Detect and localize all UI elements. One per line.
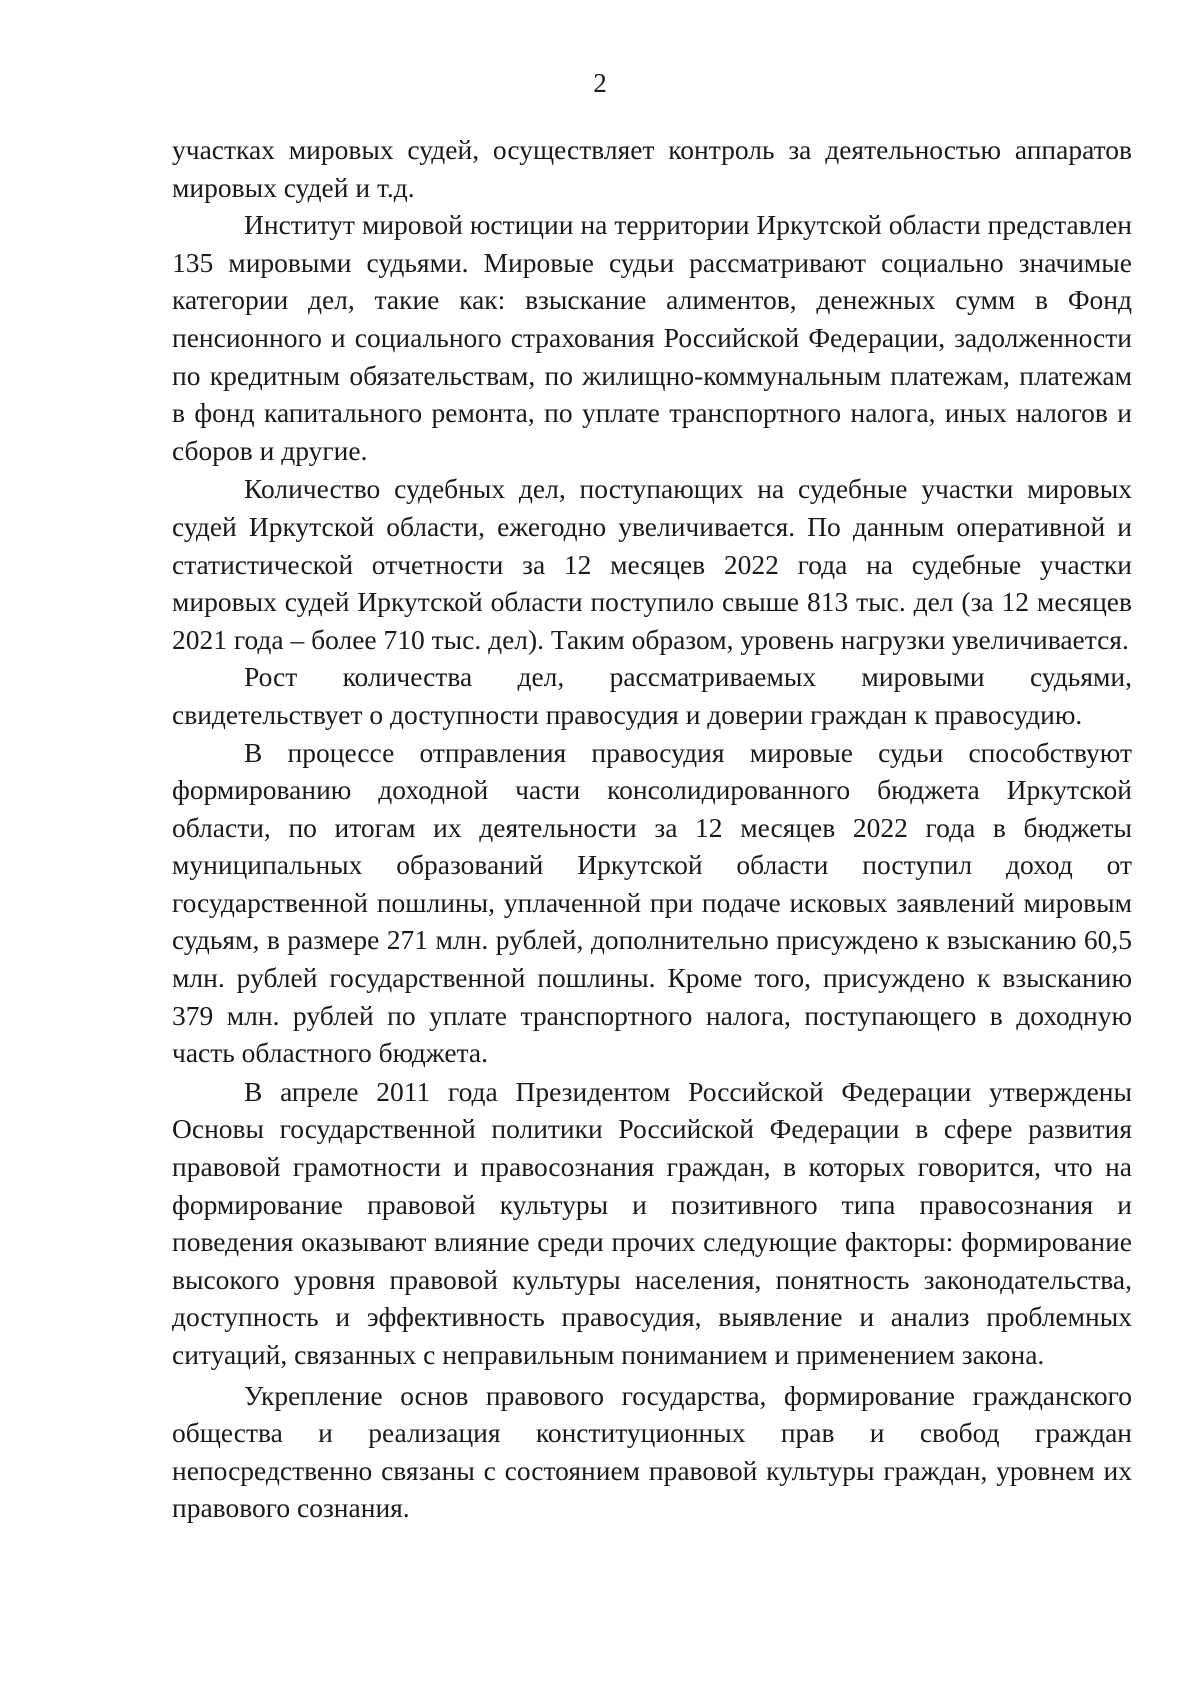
paragraph-continuation: участках мировых судей, осуществляет контроль за деятельностью аппаратов мировых судей и т.д. (172, 134, 1132, 203)
paragraph-legal-culture: Укрепление основ правового государства, формирование гражданского общества и реализация конституционных прав и свобод граждан непосредственно связаны с состоянием правовой культуры граждан, уровнем их правового сознания. (172, 1379, 1132, 1524)
paragraph-legal-policy: В апреле 2011 года Президентом Российской Федерации утверждены Основы государственной политики Российской Федерации в сфере развития правовой грамотности и правосознания граждан, в которых говорится, что на формирование правовой культуры и позитивного типа правосознания и поведения оказывают влияние среди прочих следующие факторы: формирование высокого уровня правовой культуры населения, понятность законодательства, доступность и эффективность правосудия, выявление и анализ проблемных ситуаций, связанных с неправильным пониманием и применением закона. (172, 1075, 1132, 1370)
document-body (172, 131, 1132, 1527)
paragraph-case-count: Количество судебных дел, поступающих на судебные участки мировых судей Иркутской области, ежегодно увеличивается. По данным оперативной и статистической отчетности за 12 месяцев 2022 года на судебные участки мировых судей Иркутской области поступило свыше 813 тыс. дел (за 12 месяцев 2021 года – более 710 тыс. дел). Таким образом, уровень нагрузки увеличивается. (172, 473, 1132, 655)
paragraph-budget-revenue: В процессе отправления правосудия мировые судьи способствуют формированию доходной части консолидированного бюджета Иркутской области, по итогам их деятельности за 12 месяцев 2022 года в бюджеты муниципальных образований Иркутской области поступил доход от государственной пошлины, уплаченной при подаче исковых заявлений мировым судьям, в размере 271 млн. рублей, дополнительно присуждено к взысканию 60,5 млн. рублей государственной пошлины. Кроме того, присуждено к взысканию 379 млн. рублей по уплате транспортного налога, поступающего в доходную часть областного бюджета. (172, 736, 1132, 1069)
page-number: 2 (593, 68, 607, 98)
paragraph-case-growth: Рост количества дел, рассматриваемых мировыми судьями, свидетельствует о доступности правосудия и доверии граждан к правосудию. (172, 661, 1132, 730)
paragraph-judicial-institute: Институт мировой юстиции на территории Иркутской области представлен 135 мировыми судьями. Мировые судьи рассматривают социально значимые категории дел, такие как: взыскание алиментов, денежных сумм в Фонд пенсионного и социального страхования Российской Федерации, задолженности по кредитным обязательствам, по жилищно-коммунальным платежам, платежам в фонд капитального ремонта, по уплате транспортного налога, иных налогов и сборов и другие. (172, 209, 1132, 466)
